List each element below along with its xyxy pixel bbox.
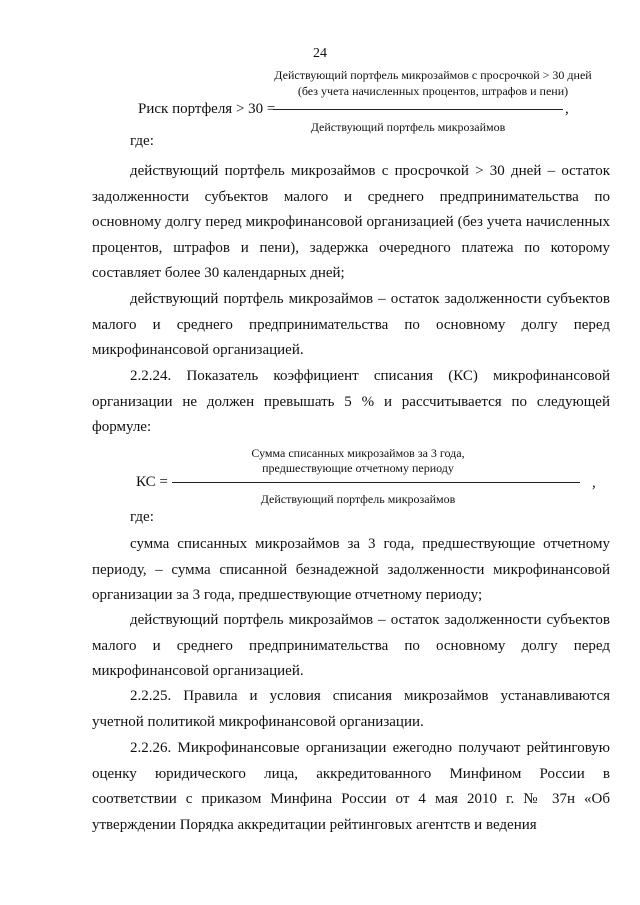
paragraph-active-portfolio-2: действующий портфель микрозаймов – остаток задолженности субъектов малого и среднего предпринимательства по основному долгу перед микрофинансовой организацией. [92,612,610,680]
formula-ks-comma: , [592,475,596,491]
paragraph-2-2-25: 2.2.25. Правила и условия списания микрозаймов устанавливаются учетной политикой микрофинансовой организации. [92,688,610,730]
formula-risk-denominator: Действующий портфель микрозаймов [310,120,506,134]
formula-ks-numerator-line2: предшествующие отчетному периоду [262,461,454,475]
where-label-2: где: [130,509,154,525]
paragraph-2-2-24: 2.2.24. Показатель коэффициент списания (КС) микрофинансовой организации не должен превышать 5 % и рассчитывается по следующей формуле: [92,368,610,436]
formula-risk-lhs: Риск портфеля > 30 = [138,101,276,117]
where-label-1: где: [130,133,154,149]
formula-risk-numerator-line2: (без учета начисленных процентов, штрафов и пени) [297,84,569,98]
paragraph-active-portfolio-1: действующий портфель микрозаймов – остаток задолженности субъектов малого и среднего предпринимательства по основному долгу перед микрофинансовой организацией. [92,291,610,359]
formula-ks-numerator-line1: Сумма списанных микрозаймов за 3 года, [251,446,465,460]
paragraph-overdue-portfolio: действующий портфель микрозаймов с просрочкой > 30 дней – остаток задолженности субъектов малого и среднего предпринимательства по основному долгу перед микрофинансовой организацией (без учета начисленных процентов, штрафов и пени), задержка очередного платежа по которому составляет более 30 календарных дней; [92,163,610,282]
formula-risk-numerator-line1: Действующий портфель микрозаймов с просрочкой > 30 дней [274,68,592,82]
formula-ks-denominator: Действующий портфель микрозаймов [260,492,456,506]
formula-ks-lhs: КС = [136,474,168,490]
paragraph-2-2-26: 2.2.26. Микрофинансовые организации ежегодно получают рейтинговую оценку юридического лица, аккредитованного Минфином России в соответствии с приказом Минфина России от 4 мая 2010 г. № 37н «Об утверждении Порядка аккредитации рейтинговых агентств и ведения [92,740,610,833]
page-number: 24 [313,46,327,61]
formula-risk-comma: , [565,101,569,117]
paragraph-written-off-sum: сумма списанных микрозаймов за 3 года, предшествующие отчетному периоду, – сумма списанной безнадежной задолженности микрофинансовой организации за 3 года, предшествующие отчетному периоду; [92,536,610,604]
formula-risk-fraction-line [273,109,563,110]
formula-ks-fraction-line [172,482,580,483]
